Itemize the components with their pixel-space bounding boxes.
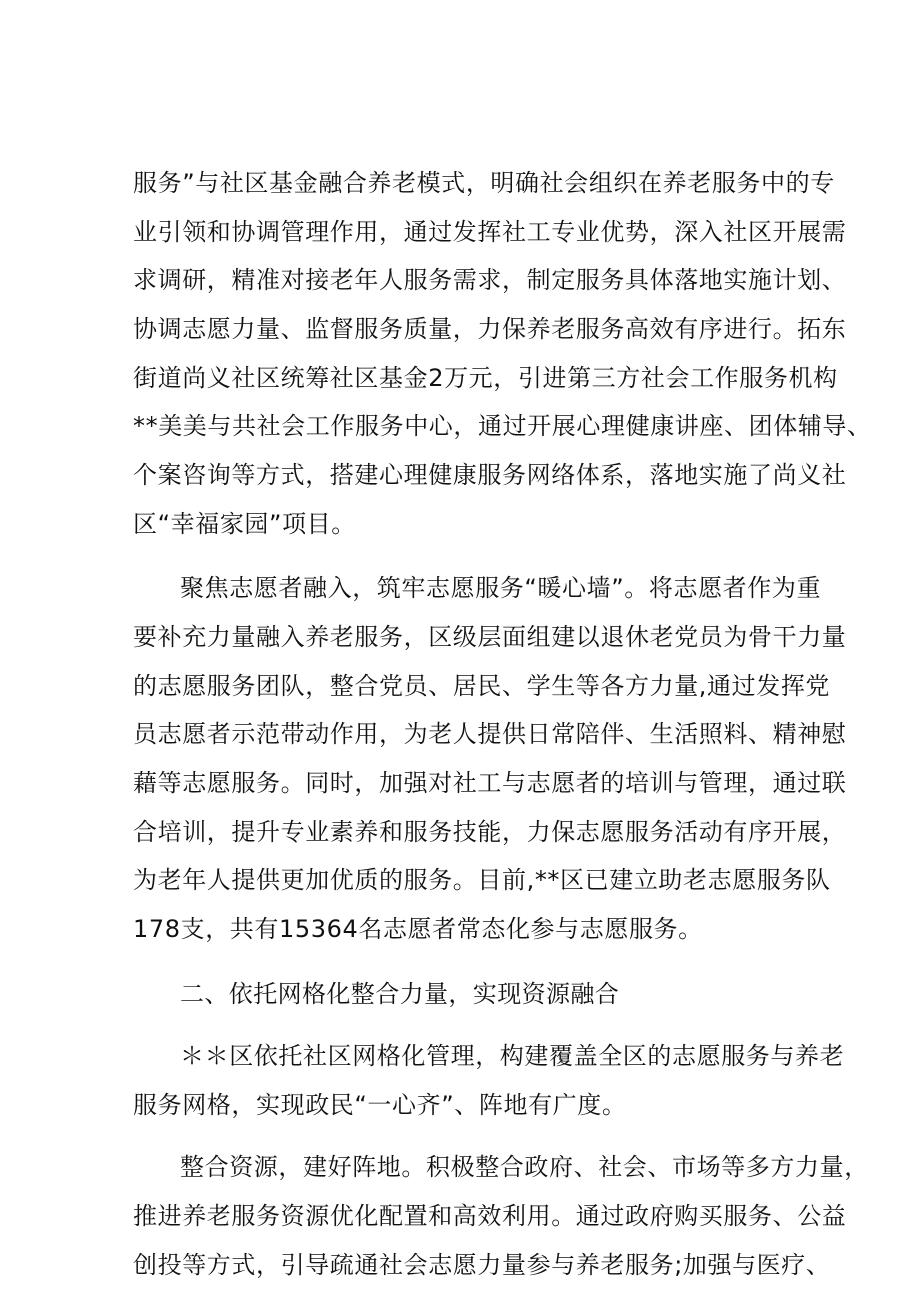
paragraph-1-line-8: 区“幸福家园”项目。 bbox=[133, 510, 356, 538]
paragraph-4-line-1: 整合资源，建好阵地。积极整合政府、社会、市场等多方力量， bbox=[180, 1153, 869, 1181]
paragraph-1-line-4: 协调志愿力量、监督服务质量，力保养老服务高效有序进行。拓东 bbox=[133, 315, 847, 343]
paragraph-4-line-3: 创投等方式，引导疏通社会志愿力量参与养老服务;加强与医疗、 bbox=[133, 1251, 831, 1279]
paragraph-1-line-7: 个案咨询等方式，搭建心理健康服务网络体系，落地实施了尚义社 bbox=[133, 461, 847, 489]
paragraph-4-line-2: 推进养老服务资源优化配置和高效利用。通过政府购买服务、公益 bbox=[133, 1202, 847, 1230]
paragraph-1-line-1: 服务”与社区基金融合养老模式，明确社会组织在养老服务中的专 bbox=[133, 169, 835, 197]
paragraph-2-line-6: 合培训，提升专业素养和服务技能，力保志愿服务活动有序开展， bbox=[133, 818, 847, 846]
paragraph-1-line-3: 求调研，精准对接老年人服务需求，制定服务具体落地实施计划、 bbox=[133, 266, 847, 294]
paragraph-2-line-1: 聚焦志愿者融入，筑牢志愿服务“暖心墙”。将志愿者作为重 bbox=[180, 574, 822, 602]
paragraph-1-line-5: 街道尚义社区统筹社区基金2万元，引进第三方社会工作服务机构 bbox=[133, 364, 838, 392]
paragraph-2-line-8: 178支，共有15364名志愿者常态化参与志愿服务。 bbox=[133, 915, 703, 943]
section-heading: 二、依托网格化整合力量，实现资源融合 bbox=[180, 980, 620, 1008]
paragraph-2-line-3: 的志愿服务团队，整合党员、居民、学生等各方力量,通过发挥党 bbox=[133, 672, 831, 700]
paragraph-2-line-7: 为老年人提供更加优质的服务。目前,**区已建立助老志愿服务队 bbox=[133, 866, 831, 894]
paragraph-3-line-1: ＊＊区依托社区网格化管理，构建覆盖全区的志愿服务与养老 bbox=[180, 1042, 845, 1070]
paragraph-1-line-2: 业引领和协调管理作用，通过发挥社工专业优势，深入社区开展需 bbox=[133, 218, 847, 246]
paragraph-3-line-2: 服务网格，实现政民“一心齐”、阵地有广度。 bbox=[133, 1091, 627, 1119]
paragraph-1-line-6: **美美与共社会工作服务中心，通过开展心理健康讲座、团体辅导、 bbox=[133, 412, 872, 440]
paragraph-2-line-5: 藉等志愿服务。同时，加强对社工与志愿者的培训与管理，通过联 bbox=[133, 769, 847, 797]
paragraph-2-line-2: 要补充力量融入养老服务，区级层面组建以退休老党员为骨干力量 bbox=[133, 623, 847, 651]
paragraph-2-line-4: 员志愿者示范带动作用，为老人提供日常陪伴、生活照料、精神慰 bbox=[133, 720, 847, 748]
